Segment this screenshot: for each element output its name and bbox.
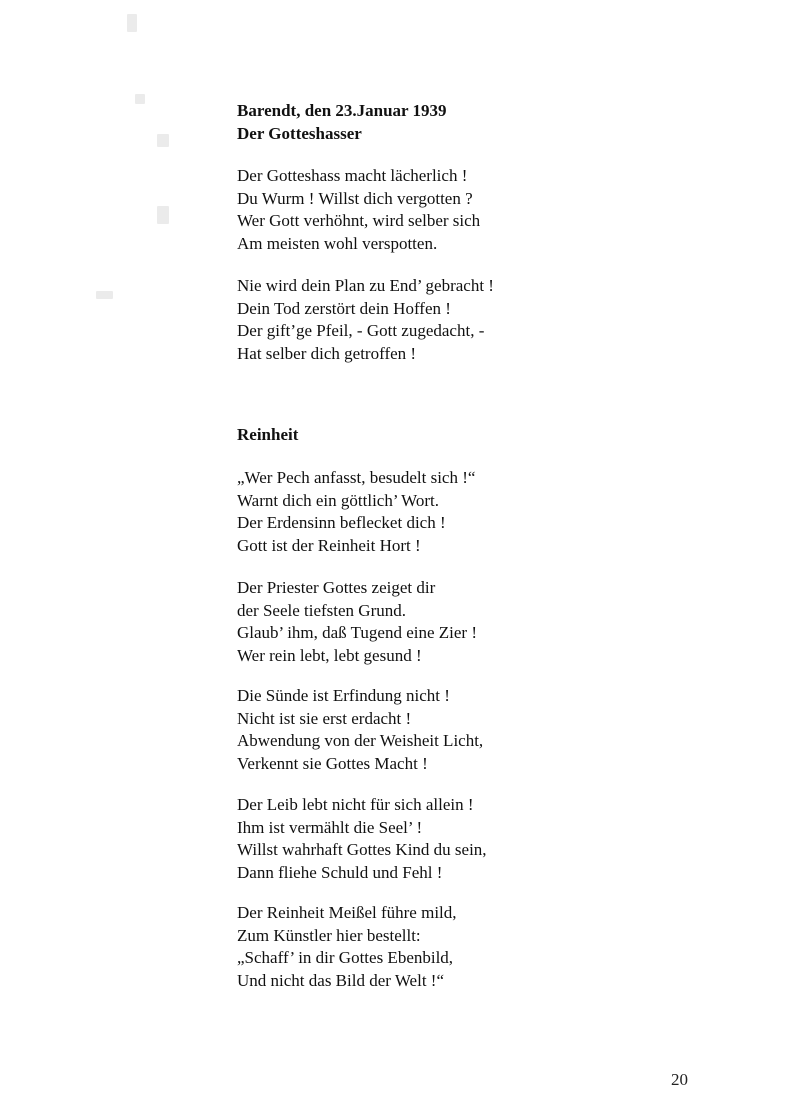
poem-line: Der gift’ge Pfeil, - Gott zugedacht, - — [237, 321, 485, 340]
poem-title-der-gotteshasser: Der Gotteshasser — [237, 123, 362, 143]
poem-line: Wer rein lebt, lebt gesund ! — [237, 645, 422, 665]
poem1-stanza-2 — [237, 275, 494, 365]
poem-line: Der Leib lebt nicht für sich allein ! — [237, 795, 474, 814]
poem2-stanza-4 — [237, 794, 487, 884]
poem-line: „Wer Pech anfasst, besudelt sich !“ — [237, 468, 476, 487]
poem-line: Der Erdensinn beflecket dich ! — [237, 513, 446, 532]
scan-artifact — [157, 206, 169, 224]
poem-line: Der Reinheit Meißel führe mild, — [237, 903, 457, 922]
poem2-stanza-1 — [237, 467, 475, 557]
page-number: 20 — [671, 1070, 688, 1089]
poem-line: Du Wurm ! Willst dich vergotten ? — [237, 188, 473, 208]
poem-line: Dann fliehe Schuld und Fehl ! — [237, 862, 443, 882]
poem-line: Warnt dich ein göttlich’ Wort. — [237, 490, 439, 510]
poem-line: Willst wahrhaft Gottes Kind du sein, — [237, 840, 487, 859]
poem-header — [237, 100, 447, 145]
poem2-stanza-5 — [237, 902, 457, 992]
poem-line: Die Sünde ist Erfindung nicht ! — [237, 686, 450, 705]
poem-line: Zum Künstler hier bestellt: — [237, 925, 421, 945]
scan-artifact — [135, 94, 145, 104]
poem-line: Und nicht das Bild der Welt !“ — [237, 970, 444, 990]
poem2-stanza-3 — [237, 685, 483, 775]
poem-line: Am meisten wohl verspotten. — [237, 233, 438, 253]
poem-line: Dein Tod zerstört dein Hoffen ! — [237, 298, 451, 318]
scan-artifact — [96, 291, 113, 299]
poem1-stanza-1 — [237, 165, 480, 255]
poem-title-reinheit: Reinheit — [237, 425, 299, 444]
poem-line: Der Priester Gottes zeiget dir — [237, 578, 436, 597]
scan-artifact — [157, 134, 169, 147]
dateline: Barendt, den 23.Januar 1939 — [237, 101, 447, 120]
poem-line: Verkennt sie Gottes Macht ! — [237, 753, 428, 773]
poem-line: Hat selber dich getroffen ! — [237, 343, 417, 363]
scan-artifact — [127, 14, 137, 32]
poem-line: Nie wird dein Plan zu End’ gebracht ! — [237, 276, 494, 295]
poem-line: „Schaff’ in dir Gottes Ebenbild, — [237, 948, 454, 967]
poem2-stanza-2 — [237, 577, 477, 667]
poem-line: Nicht ist sie erst erdacht ! — [237, 708, 412, 728]
poem-line: Gott ist der Reinheit Hort ! — [237, 535, 421, 555]
poem-line: Der Gotteshass macht lächerlich ! — [237, 166, 468, 185]
poem-line: Glaub’ ihm, daß Tugend eine Zier ! — [237, 623, 478, 642]
poem-line: Ihm ist vermählt die Seel’ ! — [237, 817, 423, 837]
poem-line: der Seele tiefsten Grund. — [237, 600, 406, 620]
poem-line: Abwendung von der Weisheit Licht, — [237, 731, 484, 750]
poem-line: Wer Gott verhöhnt, wird selber sich — [237, 211, 481, 230]
